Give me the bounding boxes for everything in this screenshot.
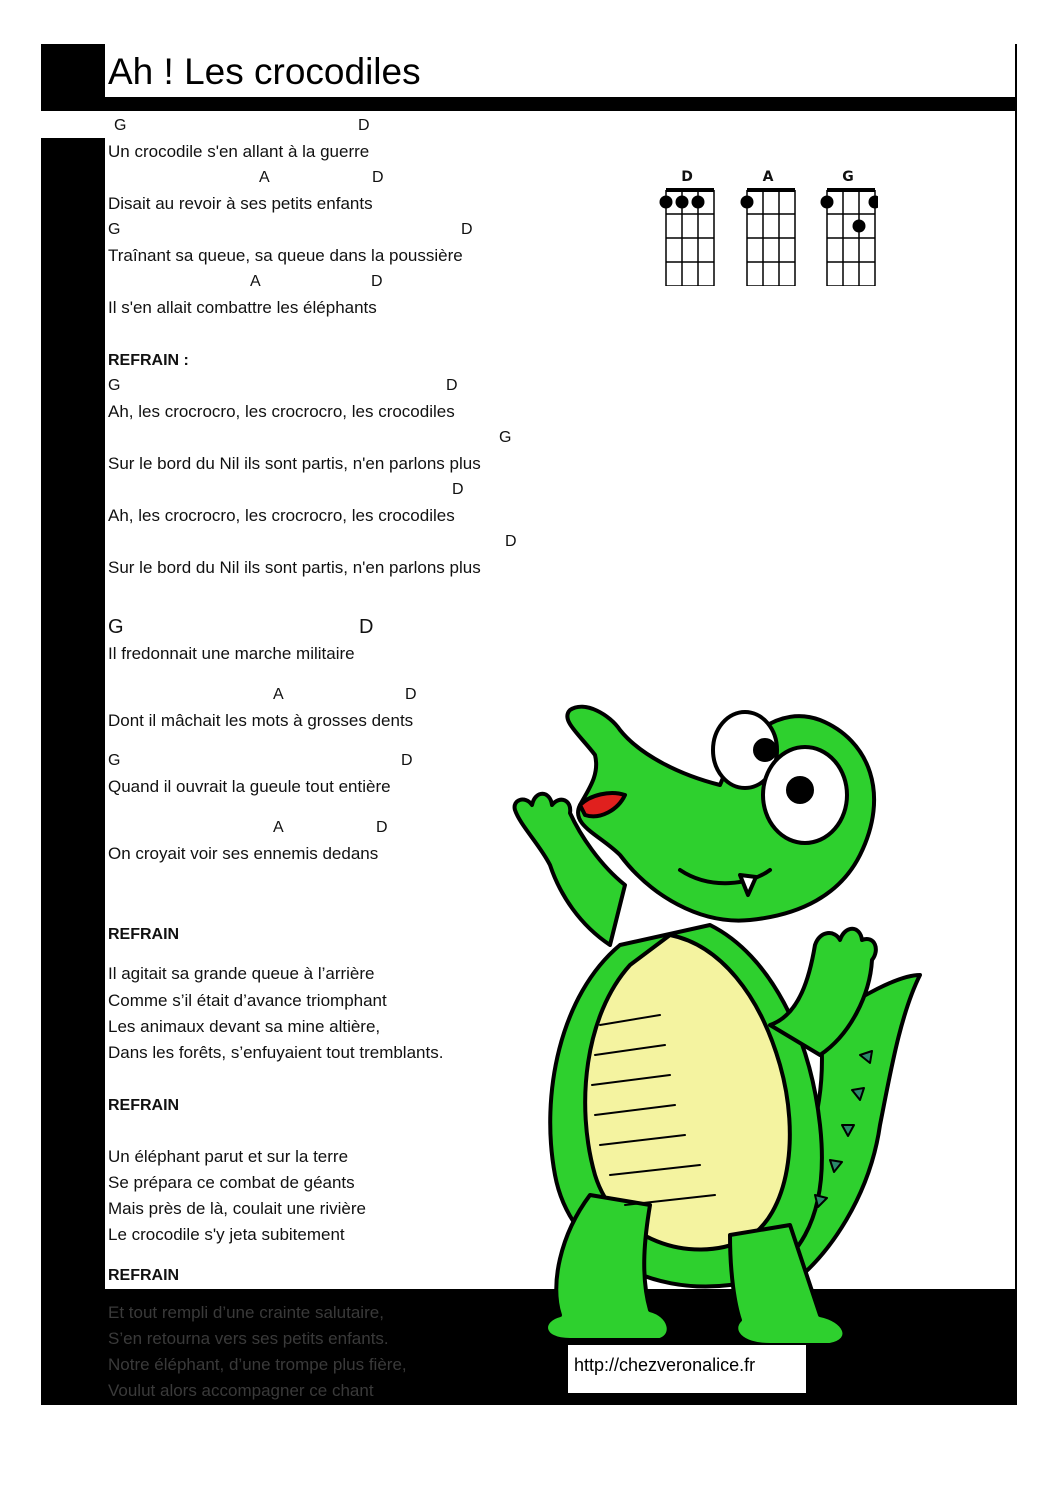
lyric-line: Se prépara ce combat de géants [108,1173,355,1192]
finger-dot [676,196,689,209]
chord: A [259,169,270,186]
right-border [1015,44,1017,1289]
fretboard-nut [827,188,875,192]
lyric-line: On croyait voir ses ennemis dedans [108,844,379,863]
chord-diagram-name: D [681,169,693,185]
chord: D [371,273,383,290]
chord: G [108,752,121,769]
fretboard-g [818,186,878,286]
left-margin-bar [41,44,105,1405]
chord-diagram-name: G [842,169,854,185]
chord: G [108,221,121,238]
chord-diagram-a [738,168,798,286]
left-bar-gap [41,110,105,138]
chord-diagram-name: A [762,169,774,185]
lyric-line: Dans les forêts, s’enfuyaient tout tremblants. [108,1043,444,1062]
lyric-line: Il agitait sa grande queue à l’arrière [108,964,375,983]
chord: D [452,481,464,498]
website-link[interactable]: http://chezveronalice.fr [574,1355,756,1375]
lyric-line: Sur le bord du Nil ils sont partis, n'en parlons plus [108,454,481,473]
lyric-line: Sur le bord du Nil ils sont partis, n'en parlons plus [108,558,481,577]
finger-dot [692,196,705,209]
lyric-line: Il fredonnait une marche militaire [108,644,355,663]
lyric-line: S’en retourna vers ses petits enfants. [108,1329,389,1348]
page-title: Ah ! Les crocodiles [108,51,421,92]
lyric-line: Notre éléphant, d’une trompe plus fière, [108,1355,407,1374]
lyric-line: Disait au revoir à ses petits enfants [108,194,373,213]
crocodile-illustration [500,695,940,1355]
lyric-line: Le crocodile s'y jeta subitement [108,1225,345,1244]
chord: A [273,686,284,703]
lyric-line: Les animaux devant sa mine altière, [108,1017,381,1036]
fretboard-nut [666,188,714,192]
lyric-line: Dont il mâchait les mots à grosses dents [108,711,414,730]
title-rule [41,110,1017,111]
refrain-heading: REFRAIN : [108,352,189,369]
lyric-line: Il s'en allait combattre les éléphants [108,298,377,317]
lyric-line: Ah, les crocrocro, les crocrocro, les crocodiles [108,402,455,421]
chord: D [376,819,388,836]
chord: D [446,377,458,394]
chord: D [372,169,384,186]
chord-diagram-d [657,168,717,286]
finger-dot [869,196,879,209]
title-underline-bar [105,97,1017,110]
refrain-label: REFRAIN [108,926,180,943]
finger-dot [853,220,866,233]
chord: D [358,117,370,134]
croc-pupil-right [788,778,812,802]
lyric-line: Quand il ouvrait la gueule tout entière [108,777,391,796]
refrain-label: REFRAIN [108,1097,180,1114]
finger-dot [821,196,834,209]
refrain-label: REFRAIN [108,1267,180,1284]
finger-dot [660,196,673,209]
lyric-line: Mais près de là, coulait une rivière [108,1199,366,1218]
chord: G [108,377,121,394]
chord: D [505,533,517,550]
chord: D [405,686,417,703]
chord: A [273,819,284,836]
lyric-line: Comme s’il était d’avance triomphant [108,991,387,1010]
lyric-line: Un éléphant parut et sur la terre [108,1147,349,1166]
lyric-line: Un crocodile s'en allant à la guerre [108,142,370,161]
chord: A [250,273,261,290]
chord: G [114,117,127,134]
lyric-line: Traînant sa queue, sa queue dans la poussière [108,246,463,265]
chord: G [499,429,512,446]
lyric-line: Et tout rempli d’une crainte salutaire, [108,1303,384,1322]
lyric-line: Voulut alors accompagner ce chant [108,1381,374,1400]
lyric-line: Ah, les crocrocro, les crocrocro, les crocodiles [108,506,455,525]
chord: D [461,221,473,238]
chord: D [359,616,374,638]
croc-pupil-left [755,740,775,760]
chord: D [401,752,413,769]
fretboard-a [738,186,798,286]
finger-dot [741,196,754,209]
chord-diagram-g [818,168,878,286]
fretboard-d [657,186,717,286]
fretboard-nut [747,188,795,192]
chord: G [108,616,124,638]
